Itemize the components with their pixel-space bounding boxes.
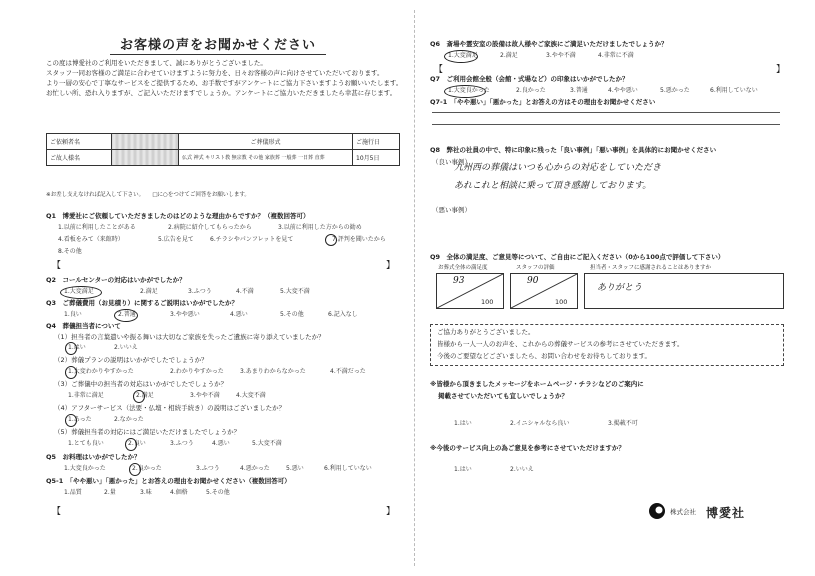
q3-opt-5: 5.その他 (280, 311, 304, 318)
q4c-opt-1: 1.非常に満足 (68, 392, 104, 399)
q9-staff-score-box (510, 273, 578, 309)
q5b-opt-5: 5.その他 (206, 489, 230, 496)
page-fold-divider (414, 10, 415, 566)
q6-opt-4: 4.非常に不満 (598, 52, 634, 59)
q11-text: ※今後のサービス向上の為ご意見を参考にさせていただけますか？ (430, 444, 625, 452)
company-logo-icon (648, 502, 666, 520)
q6-answer-circle (444, 50, 478, 63)
q7b-answer-line-2 (432, 124, 780, 125)
q2-text: Q2 コールセンターの対応はいかがでしたか？ (46, 276, 186, 284)
q7-opt-5: 5.悪かった (660, 87, 690, 94)
q10-opt-3: 3.掲載不可 (608, 420, 638, 427)
q3-opt-2: 2.普通 (118, 311, 136, 318)
q4b-opt-3: 3.あまりわからなかった (240, 368, 306, 375)
q10-opt-2: 2.イニシャルなら良い (510, 420, 570, 427)
q7-answer-circle (444, 85, 486, 98)
q7b-answer-line-1 (432, 112, 780, 113)
q5-opt-2: 2.良かった (132, 465, 162, 472)
q5b-bracket-close: 】 (386, 507, 396, 517)
q1-opt-6: 6.チラシやパンフレットを見て (210, 236, 294, 243)
q5b-bracket-open: 【 (52, 507, 62, 517)
funeral-type-options: 仏式 神式 キリスト教 無宗教 その他 家族葬 一般葬 一日葬 直葬 (179, 150, 353, 166)
q5b-opt-3: 3.味 (140, 489, 152, 496)
q1-opt-7: 7.評判を聞いたから (332, 236, 386, 243)
q3-opt-4: 4.悪い (230, 311, 248, 318)
q1-opt-8: 8.その他 (58, 248, 82, 255)
q4e-opt-3: 3.ふつう (170, 440, 194, 447)
q4b-answer-circle (65, 366, 77, 379)
q4a-answer-circle (65, 342, 77, 355)
q4a-opt-1: 1.はい (68, 344, 86, 351)
q6-opt-2: 2.満足 (500, 52, 518, 59)
q5-text: Q5 お料理はいかがでしたか？ (46, 453, 141, 461)
company-kind: 株式会社 (670, 508, 696, 516)
q5-opt-4: 4.悪かった (240, 465, 270, 472)
notice-line-2: 皆様から一人一人のお声を、これからの葬儀サービスの参考にさせていただきます。 (437, 340, 684, 348)
q4e-text: （5）葬儀担当者の対応にはご満足いただけましたでしょうか？ (54, 428, 241, 436)
deceased-name-label: ご故人様名 (47, 150, 112, 166)
q6-text: Q6 斎場や霊安室の設備は故人様やご家族にご満足いただけましたでしょうか？ (430, 40, 668, 48)
q4d-answer-circle (65, 414, 77, 427)
q5-opt-3: 3.ふつう (196, 465, 220, 472)
q6-opt-1: 1.大変満足 (448, 52, 478, 59)
q3-opt-6: 6.記入なし (328, 311, 358, 318)
q4e-opt-1: 1.とても良い (68, 440, 104, 447)
q4a-text: （1）担当者の言葉遣いや振る舞いは大切なご家族を失ったご遺族に寄り添えていましたか？ (54, 333, 325, 341)
q5b-opt-4: 4.価格 (170, 489, 188, 496)
q1-opt-1: 1.以前に利用したことがある (58, 224, 136, 231)
q4b-opt-4: 4.不満だった (330, 368, 366, 375)
q5-opt-6: 6.利用していない (324, 465, 372, 472)
q2-opt-2: 2.満足 (140, 288, 158, 295)
q10b-text: 掲載させていただいても宜しいでしょうか？ (438, 392, 568, 400)
q9-staff-max: 100 (555, 298, 568, 306)
q4c-text: （3）ご葬儀中の担当者の対応はいかがでしたでしょうか？ (54, 380, 228, 388)
q2-opt-5: 5.大変不満 (280, 288, 310, 295)
q9-label-thanks: 担当者・スタッフに感謝されることはありますか (590, 265, 712, 271)
q4c-answer-circle (133, 390, 145, 403)
funeral-type-label: ご葬儀形式 (179, 134, 353, 150)
left-column (40, 0, 410, 576)
info-table (46, 133, 400, 166)
q6-bracket-open: 【 (434, 65, 444, 75)
q7-text: Q7 ご利用会館全般（会館・式場など）の印象はいかがでしたか？ (430, 75, 629, 83)
q1-text: Q1 博愛社にご依頼していただきましたのはどのような理由からですか？（複数回答可） (46, 212, 310, 220)
q9-text: Q9 全体の満足度、ご意見等について、ご自由にご記入ください（0から100点で評価して下さい） (430, 253, 725, 261)
q4b-opt-1: 1.大変わかりやすかった (68, 368, 134, 375)
q7-opt-3: 3.普通 (570, 87, 588, 94)
q3-opt-3: 3.やや悪い (170, 311, 200, 318)
q4d-opt-2: 2.なかった (114, 416, 144, 423)
client-name-label: ご依頼者名 (47, 134, 112, 150)
q9-overall-max: 100 (481, 298, 494, 306)
company-name: 博愛社 (706, 506, 746, 520)
q9-staff-score: 90 (527, 276, 539, 286)
q5b-opt-1: 1.品質 (64, 489, 82, 496)
q7-opt-2: 2.良かった (516, 87, 546, 94)
q4e-opt-4: 4.悪い (212, 440, 230, 447)
q2-opt-1: 1.大変満足 (64, 288, 94, 295)
q11-opt-1: 1.はい (454, 466, 472, 473)
q1-opt-5: 5.広告を見て (158, 236, 194, 243)
q2-opt-3: 3.ふつう (188, 288, 212, 295)
q7-opt-4: 4.やや悪い (608, 87, 638, 94)
q7-opt-1: 1.大変良かった (448, 87, 490, 94)
intro-line-3: より一層の安心で丁寧なサービスをご提供するため、お手数ですがアンケートにご協力下さいますようお願いいたします。 (46, 79, 403, 87)
q4d-text: （4）アフターサービス（法要・仏壇・相続手続き）の説明はございましたか？ (54, 404, 286, 412)
deceased-name-redacted (112, 150, 179, 166)
q4e-answer-circle (125, 438, 137, 451)
q10-opt-1: 1.はい (454, 420, 472, 427)
q8-good-label: （良い事例） (432, 158, 471, 166)
q5-opt-5: 5.悪い (286, 465, 304, 472)
q4b-opt-2: 2.わかりやすかった (170, 368, 224, 375)
q4b-text: （2）葬儀プランの説明はいかがでしたでしょうか？ (54, 356, 208, 364)
q4c-opt-2: 2.満足 (136, 392, 154, 399)
q1-bracket-close: 】 (386, 261, 396, 271)
q1-bracket-open: 【 (52, 261, 62, 271)
q4e-opt-2: 2.良い (128, 440, 146, 447)
notice-line-3: 今後のご要望などございましたら、お問い合わせをお待ちしております。 (437, 352, 651, 360)
survey-title: お客様の声をお聞かせください (110, 34, 326, 55)
q1-opt-4: 4.看板をみて（来館時） (58, 236, 124, 243)
service-date-value: 10月5日 (353, 150, 400, 166)
q5b-text: Q5-1 「やや悪い」「悪かった」とお答えの理由をお聞かせください（複数回答可） (46, 477, 291, 485)
q5-opt-1: 1.大変良かった (64, 465, 106, 472)
q4e-opt-5: 5.大変不満 (252, 440, 282, 447)
q1-opt-2: 2.病院に紹介してもらったから (168, 224, 252, 231)
q8-bad-label: （悪い事例） (432, 206, 471, 214)
q6-opt-3: 3.やや不満 (546, 52, 576, 59)
q1-opt-3: 3.以前に利用した方からの勧め (278, 224, 362, 231)
q7b-text: Q7-1 「やや悪い」「悪かった」とお答えの方はその理由をお聞かせください (430, 98, 656, 106)
service-date-label: ご施行日 (353, 134, 400, 150)
q7-opt-6: 6.利用していない (710, 87, 758, 94)
q1-answer-circle (325, 234, 337, 246)
q8-text: Q8 弊社の社員の中で、特に印象に残った「良い事例」「悪い事例」を具体的にお聞かせください (430, 146, 717, 154)
q8-good-answer-1: 九州西の葬儀はいつも心からの対応をしていただき (454, 163, 662, 173)
form-note: ※お差し支えなければ記入して下さい。 □に○をつけてご回答をお願いします。 (46, 192, 250, 198)
q9-overall-score: 93 (453, 276, 465, 286)
intro-line-4: お忙しい所、恐れ入りますが、ご記入いただけますでしょうか。アンケートにご協力いただきましたら幸甚に存じます。 (46, 89, 397, 97)
q4c-opt-4: 4.大変不満 (236, 392, 266, 399)
q5-answer-circle (129, 463, 141, 476)
q9-comment-box (584, 273, 784, 309)
notice-line-1: ご協力ありがとうございました。 (437, 328, 535, 336)
q3-opt-1: 1.良い (64, 311, 82, 318)
q4a-opt-2: 2.いいえ (114, 344, 138, 351)
q11-opt-2: 2.いいえ (510, 466, 534, 473)
q10-text: ※皆様から頂きましたメッセージをホームページ・チラシなどのご案内に (430, 380, 644, 388)
q4c-opt-3: 3.やや不満 (190, 392, 220, 399)
q8-good-answer-2: あれこれと相談に乗って頂き感謝しております。 (454, 181, 652, 191)
q2-answer-circle (60, 286, 102, 299)
q9-label-staff: スタッフの評価 (516, 265, 555, 271)
q9-comment: ありがとう (597, 283, 643, 293)
q3-text: Q3 ご葬儀費用（お見積り）に関するご説明はいかがでしたか？ (46, 299, 239, 307)
q3-answer-circle (114, 309, 138, 322)
q2-opt-4: 4.不満 (236, 288, 254, 295)
q4d-opt-1: 1.あった (68, 416, 92, 423)
client-name-redacted (112, 134, 179, 150)
intro-line-2: スタッフ一同お客様のご満足に合わせていけますように努力を、日々お客様の声に向けさせていただいております。 (46, 69, 384, 77)
q9-overall-score-box (436, 273, 504, 309)
q9-label-overall: お葬式全体の満足度 (438, 265, 488, 271)
q4-text: Q4 葬儀担当者について (46, 322, 121, 330)
notice-box (430, 324, 784, 366)
right-column (424, 0, 794, 576)
intro-line-1: この度は博愛社のご利用をいただきまして、誠にありがとうございました。 (46, 59, 267, 67)
q6-bracket-close: 】 (776, 65, 786, 75)
q5b-opt-2: 2.量 (104, 489, 116, 496)
